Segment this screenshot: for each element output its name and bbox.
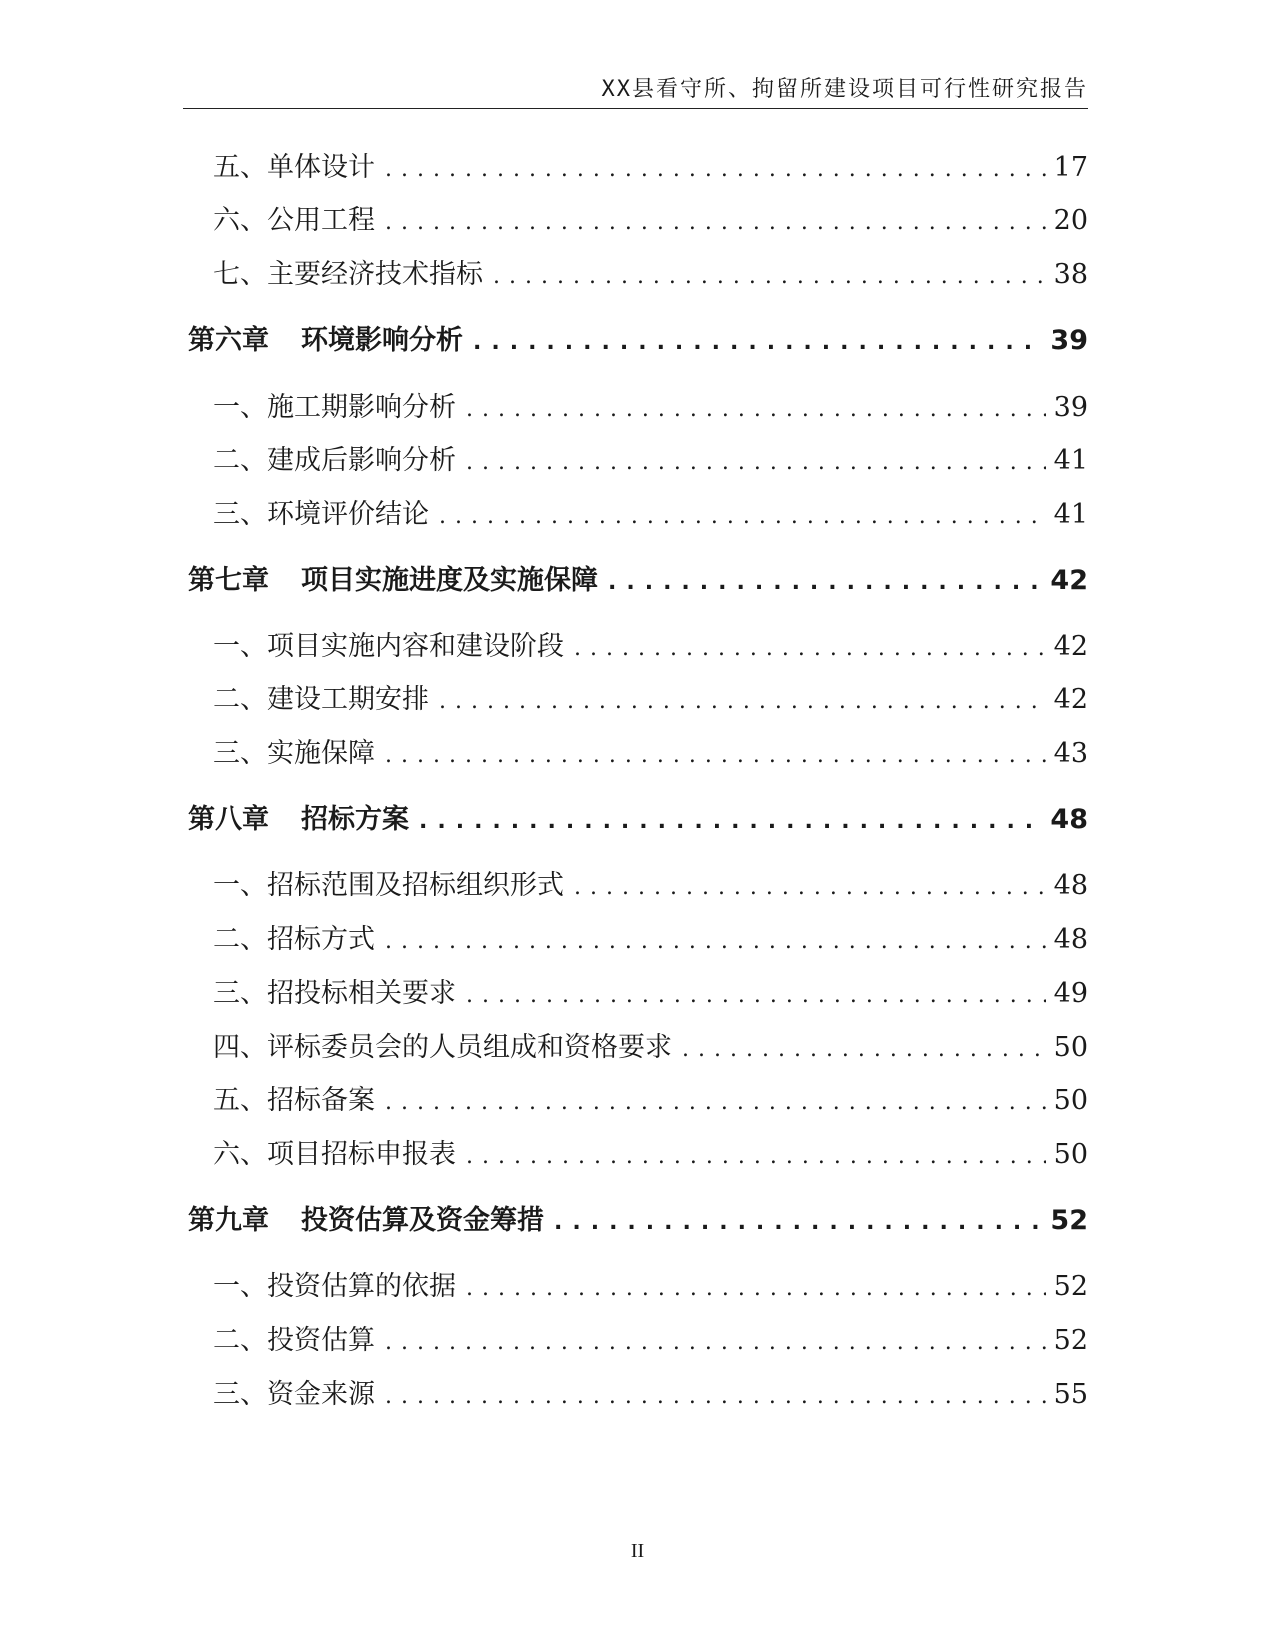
- toc-entry-label: [213, 1264, 456, 1303]
- toc-section-entry[interactable]: [213, 624, 1088, 663]
- toc-entry-label: [188, 1198, 544, 1237]
- toc-dot-leader: [574, 636, 1046, 661]
- toc-dot-leader: [439, 689, 1046, 714]
- toc-dot-leader: [466, 1276, 1046, 1301]
- toc-section-entry[interactable]: [213, 917, 1088, 956]
- toc-page-number: 39: [1050, 325, 1088, 356]
- toc-page-number: 52: [1053, 1271, 1088, 1302]
- toc-dot-leader: [473, 330, 1042, 355]
- toc-section-entry[interactable]: [213, 198, 1088, 237]
- toc-entry-title: 一、施工期影响分析: [213, 392, 456, 423]
- toc-section-entry[interactable]: [213, 1078, 1088, 1117]
- toc-entry-label: [213, 677, 429, 716]
- toc-page-number: 48: [1050, 804, 1088, 835]
- toc-entry-title: 二、建成后影响分析: [213, 445, 456, 476]
- toc-entry-title: 二、投资估算: [213, 1325, 375, 1356]
- toc-entry-title: 三、环境评价结论: [213, 499, 429, 530]
- toc-page-number: 42: [1050, 565, 1088, 596]
- toc-dot-leader: [574, 875, 1046, 900]
- toc-entry-title: 七、主要经济技术指标: [213, 259, 483, 290]
- toc-page-number: 41: [1053, 499, 1088, 530]
- toc-section-entry[interactable]: [213, 1372, 1088, 1411]
- toc-dot-leader: [466, 1144, 1046, 1169]
- toc-page-number: 50: [1053, 1139, 1088, 1170]
- toc-page-number: 50: [1053, 1085, 1088, 1116]
- toc-page-number: 48: [1053, 924, 1088, 955]
- running-header: XX县看守所、拘留所建设项目可行性研究报告: [601, 77, 1088, 102]
- toc-chapter-number: 第七章: [188, 565, 269, 596]
- toc-dot-leader: [419, 809, 1042, 834]
- toc-dot-leader: [466, 983, 1046, 1008]
- toc-section-entry[interactable]: [213, 145, 1088, 184]
- toc-dot-leader: [385, 743, 1046, 768]
- toc-page-number: 41: [1053, 445, 1088, 476]
- toc-entry-label: [188, 797, 409, 836]
- toc-entry-title: 二、建设工期安排: [213, 684, 429, 715]
- toc-entry-label: [188, 318, 463, 357]
- toc-entry-label: [213, 624, 564, 663]
- toc-section-entry[interactable]: [213, 1264, 1088, 1303]
- toc-entry-title: 投资估算及资金筹措: [301, 1205, 544, 1236]
- toc-entry-title: 一、招标范围及招标组织形式: [213, 870, 564, 901]
- toc-dot-leader: [466, 450, 1046, 475]
- toc-entry-title: 一、项目实施内容和建设阶段: [213, 631, 564, 662]
- toc-page-number: 20: [1053, 205, 1088, 236]
- toc-dot-leader: [439, 504, 1046, 529]
- toc-entry-title: 环境影响分析: [301, 325, 463, 356]
- toc-chapter-entry[interactable]: [188, 318, 1088, 357]
- header-rule: [183, 108, 1088, 109]
- toc-dot-leader: [682, 1037, 1046, 1062]
- toc-page-number: 55: [1053, 1379, 1088, 1410]
- toc-entry-label: [213, 252, 483, 291]
- toc-chapter-entry[interactable]: [188, 797, 1088, 836]
- toc-dot-leader: [385, 929, 1046, 954]
- toc-entry-label: [213, 863, 564, 902]
- toc-dot-leader: [466, 397, 1046, 422]
- toc-entry-label: [213, 385, 456, 424]
- toc-entry-label: [213, 492, 429, 531]
- toc-entry-title: 项目实施进度及实施保障: [301, 565, 598, 596]
- toc-entry-label: [213, 917, 375, 956]
- toc-page-number: 48: [1053, 870, 1088, 901]
- toc-section-entry[interactable]: [213, 252, 1088, 291]
- toc-chapter-number: 第九章: [188, 1205, 269, 1236]
- toc-entry-label: [213, 198, 375, 237]
- toc-entry-title: 五、单体设计: [213, 152, 375, 183]
- toc-page-number: 52: [1050, 1205, 1088, 1236]
- toc-page-number: 42: [1053, 684, 1088, 715]
- toc-page-number: 52: [1053, 1325, 1088, 1356]
- toc-entry-title: 五、招标备案: [213, 1085, 375, 1116]
- toc-dot-leader: [493, 264, 1046, 289]
- toc-chapter-number: 第六章: [188, 325, 269, 356]
- toc-chapter-entry[interactable]: [188, 558, 1088, 597]
- toc-page-number: 42: [1053, 631, 1088, 662]
- toc-entry-title: 三、实施保障: [213, 738, 375, 769]
- toc-entry-label: [213, 731, 375, 770]
- toc-section-entry[interactable]: [213, 1318, 1088, 1357]
- toc-entry-title: 三、资金来源: [213, 1379, 375, 1410]
- toc-dot-leader: [385, 210, 1046, 235]
- toc-entry-title: 招标方案: [301, 804, 409, 835]
- toc-entry-title: 四、评标委员会的人员组成和资格要求: [213, 1032, 672, 1063]
- toc-section-entry[interactable]: [213, 1132, 1088, 1171]
- toc-section-entry[interactable]: [213, 677, 1088, 716]
- toc-entry-title: 六、公用工程: [213, 205, 375, 236]
- toc-page-number: 43: [1053, 738, 1088, 769]
- toc-section-entry[interactable]: [213, 971, 1088, 1010]
- toc-entry-title: 六、项目招标申报表: [213, 1139, 456, 1170]
- toc-entry-label: [213, 971, 456, 1010]
- toc-chapter-number: 第八章: [188, 804, 269, 835]
- toc-entry-label: [213, 1025, 672, 1064]
- toc-dot-leader: [385, 157, 1046, 182]
- toc-entry-title: 二、招标方式: [213, 924, 375, 955]
- toc-dot-leader: [608, 570, 1042, 595]
- toc-section-entry[interactable]: [213, 863, 1088, 902]
- toc-dot-leader: [385, 1330, 1046, 1355]
- toc-section-entry[interactable]: [213, 1025, 1088, 1064]
- toc-page-number: 17: [1053, 152, 1088, 183]
- toc-entry-label: [213, 1318, 375, 1357]
- toc-page-number: 50: [1053, 1032, 1088, 1063]
- toc-page-number: 38: [1053, 259, 1088, 290]
- toc-chapter-entry[interactable]: [188, 1198, 1088, 1237]
- toc-entry-label: [213, 145, 375, 184]
- toc-page-number: 39: [1053, 392, 1088, 423]
- toc-section-entry[interactable]: [213, 492, 1088, 531]
- toc-entry-title: 三、招投标相关要求: [213, 978, 456, 1009]
- toc-section-entry[interactable]: [213, 731, 1088, 770]
- toc-entry-label: [213, 1132, 456, 1171]
- toc-section-entry[interactable]: [213, 438, 1088, 477]
- page-number: II: [630, 1540, 645, 1562]
- toc-page-number: 49: [1053, 978, 1088, 1009]
- toc-entry-label: [213, 1078, 375, 1117]
- toc-section-entry[interactable]: [213, 385, 1088, 424]
- toc-dot-leader: [554, 1210, 1042, 1235]
- toc-entry-label: [213, 1372, 375, 1411]
- toc-entry-title: 一、投资估算的依据: [213, 1271, 456, 1302]
- toc-dot-leader: [385, 1090, 1046, 1115]
- toc-entry-label: [188, 558, 598, 597]
- toc-entry-label: [213, 438, 456, 477]
- toc-dot-leader: [385, 1384, 1046, 1409]
